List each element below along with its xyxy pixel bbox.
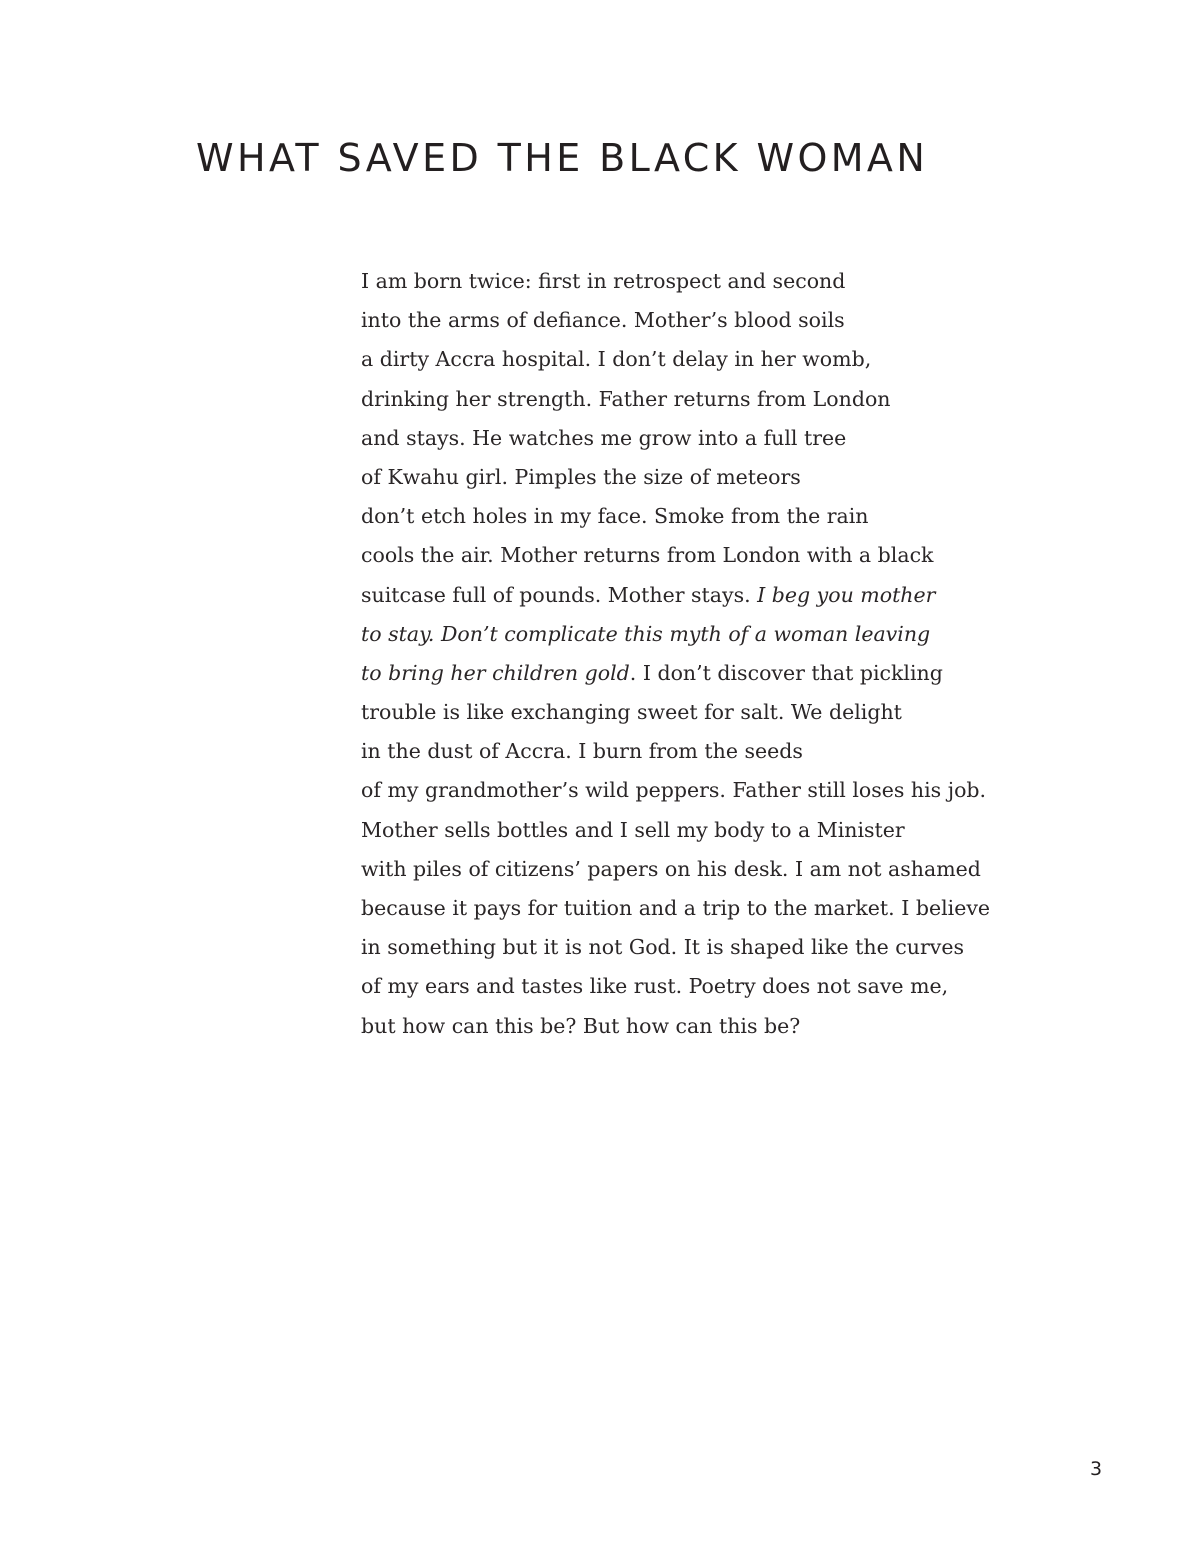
poem-line: drinking her strength. Father returns from London bbox=[361, 386, 891, 411]
poem-line: to stay. Don’t complicate this myth of a woman leaving bbox=[361, 621, 931, 646]
poem-line: don’t etch holes in my face. Smoke from the rain bbox=[361, 504, 869, 529]
poem-line: I am born twice: first in retrospect and second bbox=[361, 269, 846, 293]
poem-line: of my ears and tastes like rust. Poetry does not save me, bbox=[361, 974, 949, 999]
poem-line: with piles of citizens’ papers on his desk. I am not ashamed bbox=[361, 856, 981, 881]
poem-line: suitcase full of pounds. Mother stays. I beg you mother bbox=[361, 582, 936, 607]
poem-line: in the dust of Accra. I burn from the seeds bbox=[361, 739, 803, 764]
poem-line: and stays. He watches me grow into a full tree bbox=[361, 425, 847, 450]
poem-line: cools the air. Mother returns from London with a black bbox=[361, 543, 934, 568]
poem-line: into the arms of defiance. Mother’s blood soils bbox=[361, 308, 845, 333]
poem-title: WHAT SAVED THE BLACK WOMAN bbox=[196, 136, 929, 180]
poem-line: but how can this be? But how can this be? bbox=[361, 1013, 801, 1038]
page-number: 3 bbox=[1090, 1458, 1103, 1480]
poem-line: a dirty Accra hospital. I don’t delay in her womb, bbox=[361, 347, 872, 372]
poem-line: of my grandmother’s wild peppers. Father still loses his job. bbox=[361, 778, 987, 803]
poem-line: of Kwahu girl. Pimples the size of meteors bbox=[361, 464, 801, 489]
poem-line: trouble is like exchanging sweet for salt. We delight bbox=[361, 700, 902, 725]
poem-line: to bring her children gold. I don’t discover that pickling bbox=[361, 660, 943, 685]
poem-line: in something but it is not God. It is shaped like the curves bbox=[361, 935, 964, 960]
poem-line: Mother sells bottles and I sell my body to a Minister bbox=[361, 817, 905, 842]
poem-body bbox=[361, 262, 990, 1046]
poem-line: because it pays for tuition and a trip to the market. I believe bbox=[361, 896, 991, 920]
